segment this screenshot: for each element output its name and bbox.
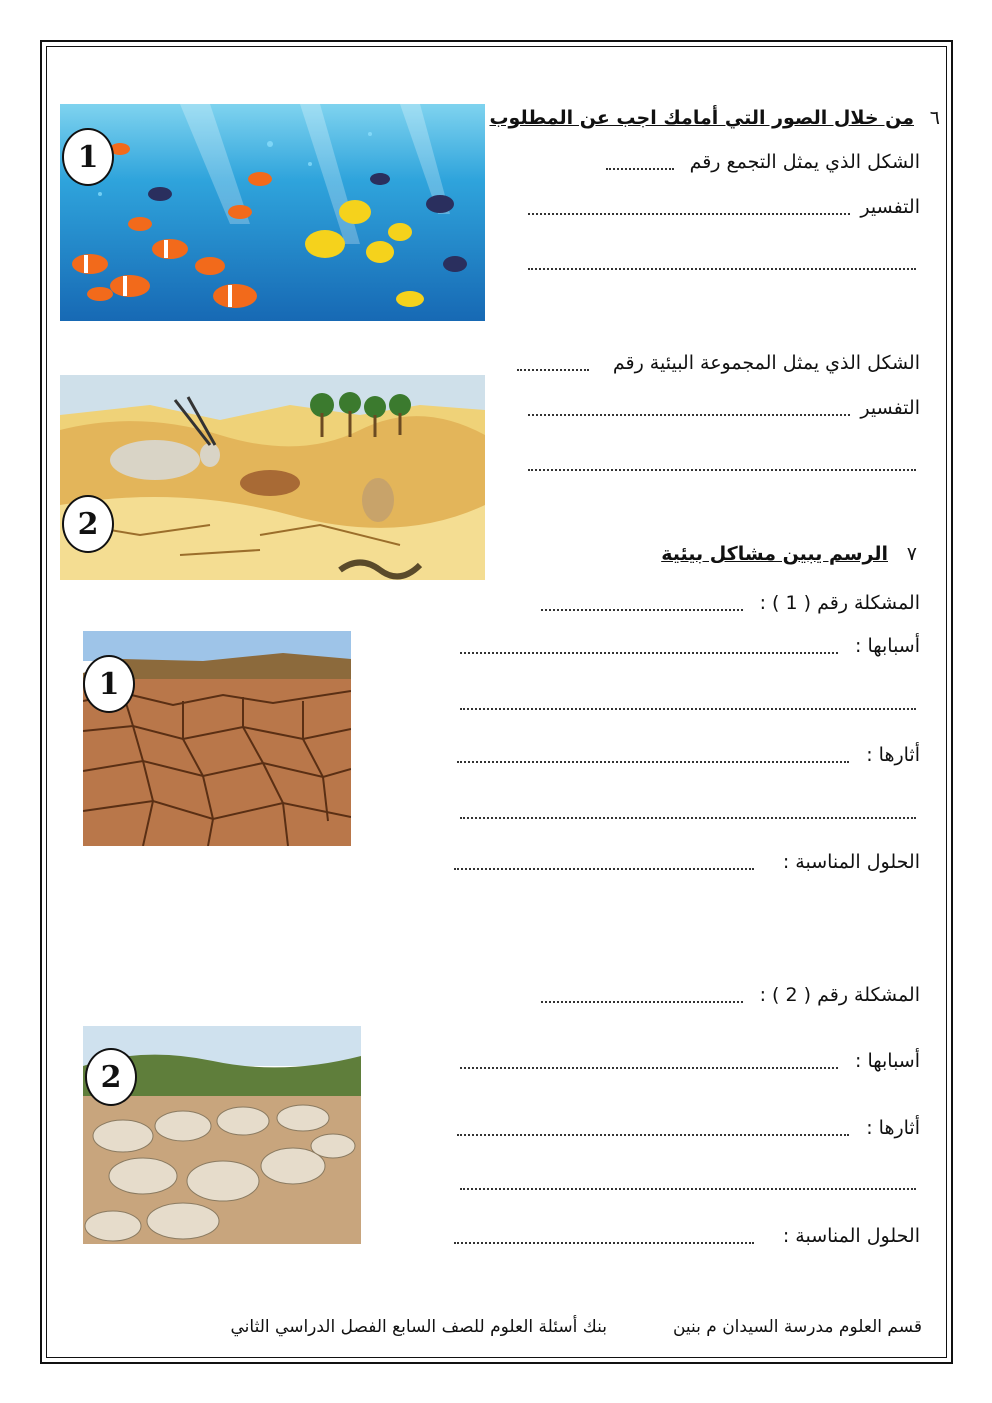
causes-label-1: أسبابها : bbox=[855, 635, 920, 657]
effects-label-2: أثارها : bbox=[866, 1117, 920, 1139]
fish-school-image bbox=[60, 104, 485, 321]
effects-label-1: أثارها : bbox=[866, 744, 920, 766]
answer-line[interactable] bbox=[454, 868, 754, 870]
answer-line[interactable] bbox=[528, 414, 850, 416]
answer-line[interactable] bbox=[460, 652, 838, 654]
drought-image bbox=[83, 631, 351, 846]
explanation-label: التفسير bbox=[860, 196, 920, 218]
overgrazing-image bbox=[83, 1026, 361, 1244]
answer-line[interactable] bbox=[460, 708, 916, 710]
desert-ecosystem-image bbox=[60, 375, 485, 580]
solutions-label-2: الحلول المناسبة : bbox=[782, 1225, 920, 1247]
answer-line[interactable] bbox=[460, 817, 916, 819]
explanation-label-2: التفسير bbox=[860, 397, 920, 419]
problem-1-label: المشكلة رقم ( 1 ) : bbox=[759, 592, 920, 614]
answer-line[interactable] bbox=[528, 268, 916, 270]
answer-line[interactable] bbox=[528, 213, 850, 215]
aggregation-label: الشكل الذي يمثل التجمع رقم bbox=[689, 151, 920, 173]
answer-line[interactable] bbox=[457, 761, 849, 763]
image-number-badge: 1 bbox=[83, 655, 135, 713]
desert-illustration bbox=[60, 375, 485, 580]
answer-line[interactable] bbox=[460, 1188, 916, 1190]
footer-department: قسم العلوم مدرسة السيدان م بنين bbox=[672, 1317, 922, 1337]
fish-school-illustration bbox=[60, 104, 485, 321]
question-7-title: الرسم يبين مشاكل بيئية bbox=[661, 543, 888, 565]
solutions-label-1: الحلول المناسبة : bbox=[782, 851, 920, 873]
answer-line[interactable] bbox=[541, 609, 743, 611]
image-number-badge: 1 bbox=[62, 128, 114, 186]
question-6-number: ٦ bbox=[929, 107, 940, 129]
problem-2-label: المشكلة رقم ( 2 ) : bbox=[759, 984, 920, 1006]
answer-line[interactable] bbox=[606, 168, 674, 170]
community-label: الشكل الذي يمثل المجموعة البيئية رقم bbox=[612, 352, 920, 374]
answer-line[interactable] bbox=[460, 1067, 838, 1069]
question-6-title: من خلال الصور التي أمامك اجب عن المطلوب bbox=[489, 107, 914, 129]
image-number-badge: 2 bbox=[62, 495, 114, 553]
answer-line[interactable] bbox=[517, 369, 589, 371]
image-number-badge: 2 bbox=[85, 1048, 137, 1106]
footer-question-bank: بنك أسئلة العلوم للصف السابع الفصل الدراسي الثاني bbox=[230, 1317, 607, 1337]
question-7-number: ٧ bbox=[906, 543, 917, 565]
answer-line[interactable] bbox=[454, 1242, 754, 1244]
answer-line[interactable] bbox=[457, 1134, 849, 1136]
answer-line[interactable] bbox=[541, 1001, 743, 1003]
answer-line[interactable] bbox=[528, 469, 916, 471]
causes-label-2: أسبابها : bbox=[855, 1050, 920, 1072]
